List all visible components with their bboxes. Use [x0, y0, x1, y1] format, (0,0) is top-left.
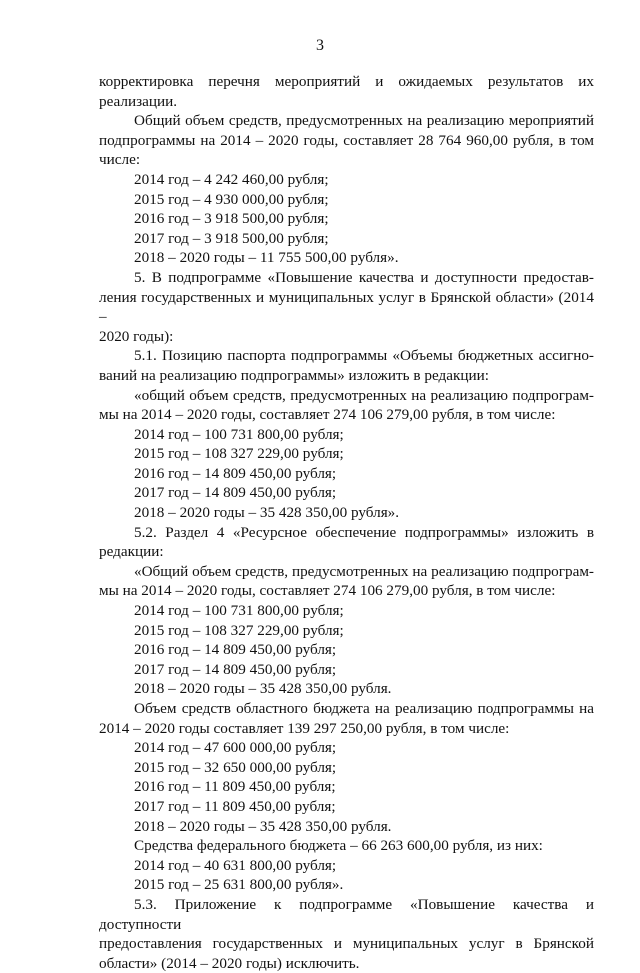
list-item: 2016 год – 14 809 450,00 рубля;: [134, 464, 337, 482]
text-line: области» (2014 – 2020 годы) исключить.: [99, 954, 360, 972]
text-line: «общий объем средств, предусмотренных на реализацию подпрограм-: [134, 386, 594, 404]
list-item: 2015 год – 4 930 000,00 рубля;: [134, 190, 329, 208]
text-line: 2020 годы):: [99, 327, 174, 345]
list-item: 2018 – 2020 годы – 35 428 350,00 рубля».: [134, 504, 400, 522]
list-item: 2014 год – 47 600 000,00 рубля;: [134, 739, 337, 757]
page-number: 3: [316, 37, 324, 54]
list-item: 2016 год – 11 809 450,00 рубля;: [134, 778, 336, 796]
list-item: 2015 год – 108 327 229,00 рубля;: [134, 445, 344, 463]
text-line: редакции:: [99, 543, 164, 561]
list-item: 2017 год – 11 809 450,00 рубля;: [134, 797, 336, 815]
list-item: 2017 год – 14 809 450,00 рубля;: [134, 660, 337, 678]
text-line: Объем средств областного бюджета на реализацию подпрограммы на: [134, 700, 594, 717]
text-line: 5.1. Позицию паспорта подпрограммы «Объемы бюджетных ассигно-: [134, 347, 594, 365]
text-line: мы на 2014 – 2020 годы, составляет 274 106 279,00 рубля, в том числе:: [99, 406, 556, 424]
list-item: 2017 год – 3 918 500,00 рубля;: [134, 229, 329, 247]
text-line: корректировка перечня мероприятий и ожидаемых результатов их: [99, 73, 594, 90]
list-item: 2014 год – 100 731 800,00 рубля;: [134, 425, 344, 443]
list-item: 2015 год – 32 650 000,00 рубля;: [134, 758, 337, 776]
list-item: 2016 год – 14 809 450,00 рубля;: [134, 641, 337, 659]
list-item: 2014 год – 40 631 800,00 рубля;: [134, 856, 337, 874]
text-line: 2014 – 2020 годы составляет 139 297 250,00 рубля, в том числе:: [99, 719, 510, 737]
text-line: 5. В подпрограмме «Повышение качества и доступности предостав-: [134, 268, 594, 286]
list-item: 2015 год – 108 327 229,00 рубля;: [134, 621, 344, 639]
list-item: 2014 год – 4 242 460,00 рубля;: [134, 170, 329, 188]
list-item: 2018 – 2020 годы – 35 428 350,00 рубля.: [134, 680, 392, 698]
text-line: «Общий объем средств, предусмотренных на реализацию подпрограм-: [134, 562, 594, 580]
text-line: 5.2. Раздел 4 «Ресурсное обеспечение подпрограммы» изложить в: [134, 523, 594, 541]
text-line: подпрограммы на 2014 – 2020 годы, составляет 28 764 960,00 рубля, в том: [99, 131, 594, 149]
list-item: 2017 год – 14 809 450,00 рубля;: [134, 484, 337, 502]
text-line: реализации.: [99, 92, 178, 110]
text-line: предоставления государственных и муниципальных услуг в Брянской: [99, 935, 594, 953]
list-item: 2016 год – 3 918 500,00 рубля;: [134, 210, 329, 228]
document-body: [99, 72, 594, 973]
list-item: 2018 – 2020 годы – 35 428 350,00 рубля.: [134, 817, 392, 835]
list-item: Средства федерального бюджета – 66 263 600,00 рубля, из них:: [134, 837, 543, 855]
text-line: мы на 2014 – 2020 годы, составляет 274 106 279,00 рубля, в том числе:: [99, 582, 556, 600]
text-line: числе:: [99, 151, 141, 169]
text-line: 5.3. Приложение к подпрограмме «Повышение качества и доступности: [99, 895, 594, 933]
list-item: 2015 год – 25 631 800,00 рубля».: [134, 876, 344, 894]
text-line: Общий объем средств, предусмотренных на реализацию мероприятий: [134, 112, 594, 130]
text-line: ления государственных и муниципальных услуг в Брянской области» (2014 –: [99, 288, 594, 326]
text-line: ваний на реализацию подпрограммы» изложить в редакции:: [99, 366, 489, 384]
list-item: 2018 – 2020 годы – 11 755 500,00 рубля».: [134, 249, 399, 267]
list-item: 2014 год – 100 731 800,00 рубля;: [134, 602, 344, 620]
